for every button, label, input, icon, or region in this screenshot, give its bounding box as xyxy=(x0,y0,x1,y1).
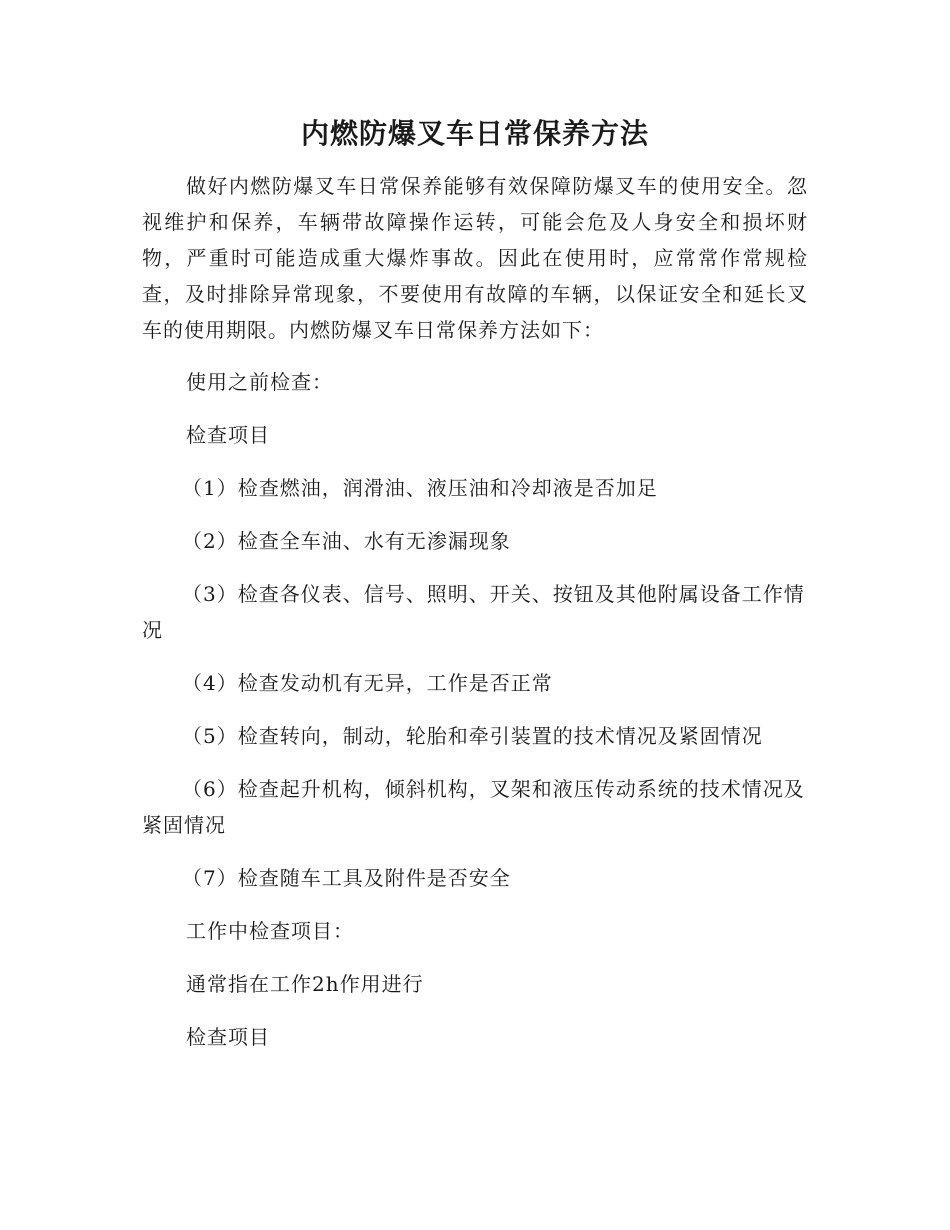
section-heading-before-use: 使用之前检查： xyxy=(186,370,333,394)
check-items-heading: 检查项目 xyxy=(186,423,270,447)
section-heading-during-work: 工作中检查项目： xyxy=(186,919,354,943)
intro-paragraph: 做好内燃防爆叉车日常保养能够有效保障防爆叉车的使用安全。忽视维护和保养，车辆带故障操作运转，可能会危及人身安全和损坏财物，严重时可能造成重大爆炸事故。因此在使用时，应常常作常规检查，及时排除异常现象，不要使用有故障的车辆，以保证安全和延长叉车的使用期限。内燃防爆叉车日常保养方法如下： xyxy=(142,174,808,342)
check-item-7: （7）检查随车工具及附件是否安全 xyxy=(182,866,511,890)
check-item-1: （1）检查燃油，润滑油、液压油和冷却液是否加足 xyxy=(182,476,658,500)
during-work-note: 通常指在工作2h作用进行 xyxy=(186,972,424,996)
check-item-3: （3）检查各仪表、信号、照明、开关、按钮及其他附属设备工作情况 xyxy=(142,582,805,642)
check-item-5: （5）检查转向，制动，轮胎和牵引装置的技术情况及紧固情况 xyxy=(182,724,763,748)
check-item-2: （2）检查全车油、水有无渗漏现象 xyxy=(182,529,511,553)
check-items-heading-2: 检查项目 xyxy=(186,1025,270,1049)
document-page xyxy=(142,110,808,1072)
check-item-6: （6）检查起升机构，倾斜机构，叉架和液压传动系统的技术情况及紧固情况 xyxy=(142,777,805,837)
document-title: 内燃防爆叉车日常保养方法 xyxy=(300,117,649,150)
check-item-4: （4）检查发动机有无异，工作是否正常 xyxy=(182,671,553,695)
